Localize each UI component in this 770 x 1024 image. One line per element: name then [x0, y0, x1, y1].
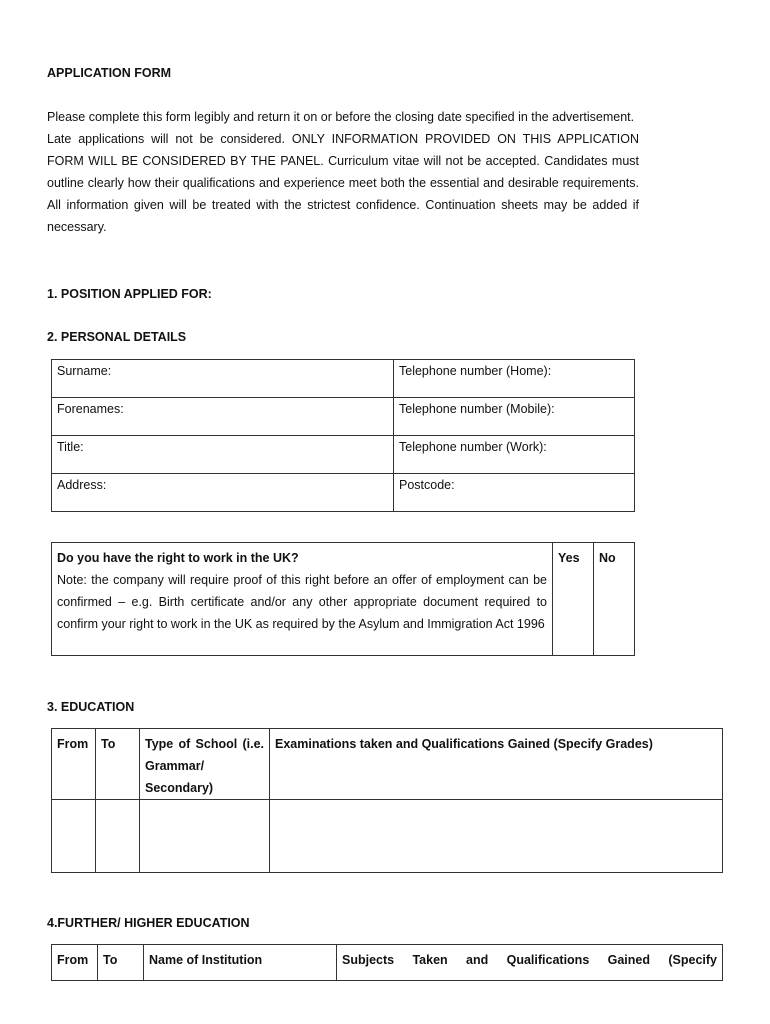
education-col-to: To — [96, 729, 140, 800]
address-field[interactable]: Address: — [52, 474, 394, 512]
no-checkbox[interactable]: No — [594, 543, 635, 656]
tel-mobile-field[interactable]: Telephone number (Mobile): — [394, 398, 635, 436]
intro-line-2: Late applications will not be considered. ONLY INFORMATION PROVIDED ON THIS APPLICATION FORM WILL BE CONSIDERED BY THE PANEL. Curriculum vitae will not be accepted. Candidates must outline clearly how their qualifications and experience meet both the essential and desirable requirements. All information given will be treated with the strictest confidence. Continuation sheets may be added if necessary. — [47, 132, 639, 234]
postcode-field[interactable]: Postcode: — [394, 474, 635, 512]
forenames-field[interactable]: Forenames: — [52, 398, 394, 436]
education-to-input[interactable] — [96, 800, 140, 873]
education-school-input[interactable] — [140, 800, 270, 873]
higher-ed-col-to: To — [98, 945, 144, 981]
higher-education-table — [51, 944, 723, 981]
title-field[interactable]: Title: — [52, 436, 394, 474]
higher-ed-col-institution: Name of Institution — [144, 945, 337, 981]
education-col-exams: Examinations taken and Qualifications Gained (Specify Grades) — [270, 729, 723, 800]
form-title: APPLICATION FORM — [47, 66, 172, 80]
surname-field[interactable]: Surname: — [52, 360, 394, 398]
right-to-work-table — [51, 542, 635, 656]
table-row — [52, 800, 723, 873]
table-row — [52, 543, 635, 656]
right-to-work-question-cell — [52, 543, 553, 656]
section-3-heading: 3. EDUCATION — [47, 700, 135, 714]
education-table — [51, 728, 723, 873]
section-1-heading: 1. POSITION APPLIED FOR: — [47, 287, 212, 301]
intro-text — [47, 106, 639, 238]
intro-line-1: Please complete this form legibly and return it on or before the closing date specified in the advertisement. — [47, 110, 635, 124]
education-col-from: From — [52, 729, 96, 800]
education-col-school-type: Type of School (i.e. Grammar/ Secondary) — [140, 729, 270, 800]
tel-work-field[interactable]: Telephone number (Work): — [394, 436, 635, 474]
table-row — [52, 474, 635, 512]
right-to-work-question: Do you have the right to work in the UK? — [57, 551, 299, 565]
table-row — [52, 436, 635, 474]
higher-ed-col-from: From — [52, 945, 98, 981]
tel-home-field[interactable]: Telephone number (Home): — [394, 360, 635, 398]
table-row — [52, 398, 635, 436]
education-exams-input[interactable] — [270, 800, 723, 873]
personal-details-table — [51, 359, 635, 512]
right-to-work-note: Note: the company will require proof of this right before an offer of employment can be confirmed – e.g. Birth certificate and/or any other appropriate document required to confirm your right to work in the UK as required by the Asylum and Immigration Act 1996 — [57, 573, 547, 631]
table-row — [52, 360, 635, 398]
table-row — [52, 729, 723, 800]
table-row — [52, 945, 723, 981]
higher-ed-col-subjects: Subjects Taken and Qualifications Gained (Specify — [337, 945, 723, 981]
education-from-input[interactable] — [52, 800, 96, 873]
section-2-heading: 2. PERSONAL DETAILS — [47, 330, 187, 344]
yes-checkbox[interactable]: Yes — [553, 543, 594, 656]
section-4-heading: 4.FURTHER/ HIGHER EDUCATION — [47, 916, 250, 930]
